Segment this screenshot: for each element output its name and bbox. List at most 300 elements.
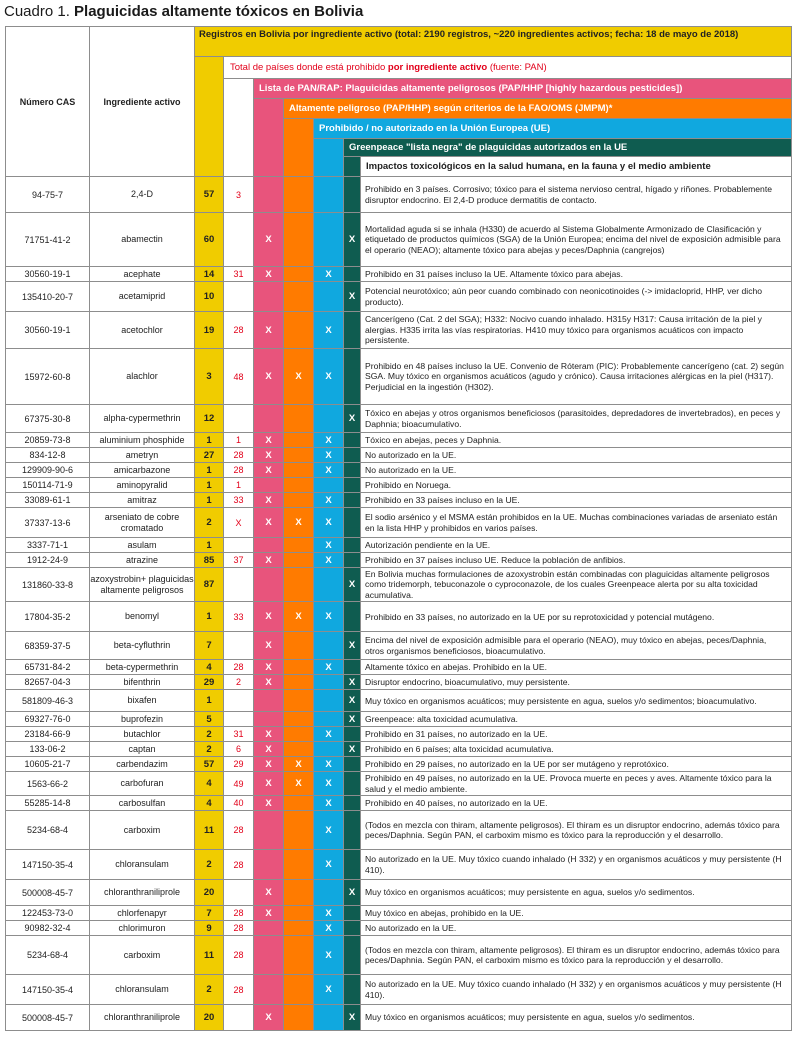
greenpeace-cell [344, 906, 361, 921]
ue-cell: X [314, 757, 344, 772]
greenpeace-cell [344, 811, 361, 850]
impact-cell: No autorizado en la UE. Muy tóxico cuando inhalado (H 332) y en organismos acuáticos y muy persistente (H 410). [361, 850, 792, 880]
table-row [6, 921, 792, 936]
impact-cell: (Todos en mezcla con thiram, altamente peligrosos). El thiram es un disruptor endocrino, además tóxico para peces/Daphnia. Según PAN, el carboxim mismo es tóxico para la reproducción y el desarrollo. [361, 936, 792, 975]
ingredient-cell: aminopyralid [90, 478, 195, 493]
greenpeace-cell [344, 936, 361, 975]
fao-oms-cell [284, 632, 314, 660]
ingredient-cell: beta-cypermethrin [90, 660, 195, 675]
ue-cell [314, 478, 344, 493]
cas-cell: 23184-66-9 [6, 727, 90, 742]
fao-oms-cell [284, 727, 314, 742]
cas-cell: 5234-68-4 [6, 936, 90, 975]
fao-oms-cell [284, 660, 314, 675]
total-paises-cell: 28 [224, 936, 254, 975]
ingredient-cell: chloranthraniliprole [90, 1005, 195, 1031]
cas-cell: 82657-04-3 [6, 675, 90, 690]
ingredient-cell: alachlor [90, 349, 195, 405]
total-paises-cell [224, 632, 254, 660]
cas-cell: 15972-60-8 [6, 349, 90, 405]
ingredient-cell: chlorfenapyr [90, 906, 195, 921]
cas-cell: 834-12-8 [6, 448, 90, 463]
ingredient-cell: carbofuran [90, 772, 195, 796]
fao-oms-cell [284, 177, 314, 213]
header-impactos: Impactos toxicológicos en la salud humana, en la fauna y el medio ambiente [361, 157, 792, 177]
ue-cell: X [314, 312, 344, 349]
ue-cell: X [314, 267, 344, 282]
impact-cell: Prohibido en 31 países incluso la UE. Altamente tóxico para abejas. [361, 267, 792, 282]
ue-cell [314, 690, 344, 712]
total-paises-cell: 28 [224, 463, 254, 478]
ingredient-cell: asulam [90, 538, 195, 553]
ue-cell [314, 742, 344, 757]
registros-cell: 60 [195, 213, 224, 267]
ue-cell: X [314, 811, 344, 850]
pan-hhp-cell [254, 811, 284, 850]
registros-cell: 57 [195, 757, 224, 772]
pan-hhp-cell: X [254, 796, 284, 811]
ue-cell: X [314, 660, 344, 675]
impact-cell: Potencial neurotóxico; aún peor cuando combinado con neonicotinoides (-> imidacloprid, HHP, ver dicho producto). [361, 282, 792, 312]
fao-oms-cell [284, 690, 314, 712]
pan-hhp-cell: X [254, 493, 284, 508]
registros-cell: 2 [195, 850, 224, 880]
pan-hhp-cell: X [254, 675, 284, 690]
pan-hhp-cell: X [254, 1005, 284, 1031]
cas-cell: 5234-68-4 [6, 811, 90, 850]
pan-hhp-cell: X [254, 508, 284, 538]
greenpeace-cell: X [344, 880, 361, 906]
fao-oms-cell [284, 448, 314, 463]
registros-cell: 2 [195, 508, 224, 538]
cas-cell: 17804-35-2 [6, 602, 90, 632]
greenpeace-cell [344, 660, 361, 675]
ue-cell [314, 213, 344, 267]
pan-hhp-cell: X [254, 880, 284, 906]
registros-cell: 1 [195, 478, 224, 493]
registros-cell: 1 [195, 463, 224, 478]
ingredient-cell: amicarbazone [90, 463, 195, 478]
greenpeace-cell: X [344, 405, 361, 433]
greenpeace-cell [344, 448, 361, 463]
table-row [6, 478, 792, 493]
header-ue-band [314, 139, 344, 177]
impact-cell: No autorizado en la UE. Muy tóxico cuando inhalado (H 332) y en organismos acuáticos y muy persistente (H 410). [361, 975, 792, 1005]
ue-cell [314, 177, 344, 213]
cas-cell: 55285-14-8 [6, 796, 90, 811]
pan-hhp-cell [254, 568, 284, 602]
greenpeace-cell: X [344, 712, 361, 727]
table-row [6, 936, 792, 975]
ingredient-cell: atrazine [90, 553, 195, 568]
ingredient-cell: chloransulam [90, 975, 195, 1005]
pan-hhp-cell [254, 405, 284, 433]
total-paises-cell [224, 282, 254, 312]
cas-cell: 147150-35-4 [6, 850, 90, 880]
fao-oms-cell [284, 267, 314, 282]
impact-cell: Prohibido en 40 países, no autorizado en la UE. [361, 796, 792, 811]
total-paises-cell: 28 [224, 448, 254, 463]
fao-oms-cell [284, 1005, 314, 1031]
fao-oms-cell: X [284, 772, 314, 796]
cas-cell: 37337-13-6 [6, 508, 90, 538]
impact-cell: No autorizado en la UE. [361, 448, 792, 463]
ingredient-cell: captan [90, 742, 195, 757]
fao-oms-cell [284, 405, 314, 433]
ingredient-cell: azoxystrobin+ plaguicidas altamente peligrosos [90, 568, 195, 602]
greenpeace-cell [344, 508, 361, 538]
pan-hhp-cell [254, 690, 284, 712]
registros-cell: 4 [195, 660, 224, 675]
impact-cell: Encima del nivel de exposición admisible para el operario (NEAO), muy tóxico en abejas, peces/Daphnia, otros organismos beneficiosos, bioacumulativo. [361, 632, 792, 660]
ue-cell [314, 1005, 344, 1031]
total-paises-cell: 2 [224, 675, 254, 690]
table-row [6, 660, 792, 675]
ue-cell [314, 712, 344, 727]
greenpeace-cell: X [344, 282, 361, 312]
ue-cell [314, 632, 344, 660]
header-numero-cas: Número CAS [6, 27, 90, 177]
impact-cell: Muy tóxico en abejas, prohibido en la UE. [361, 906, 792, 921]
pan-hhp-cell: X [254, 433, 284, 448]
fao-oms-cell [284, 712, 314, 727]
total-paises-cell: 1 [224, 433, 254, 448]
fao-oms-cell [284, 478, 314, 493]
fao-oms-cell [284, 796, 314, 811]
ue-cell: X [314, 448, 344, 463]
ue-cell: X [314, 508, 344, 538]
table-row [6, 675, 792, 690]
table-row [6, 448, 792, 463]
greenpeace-cell [344, 478, 361, 493]
table-row [6, 538, 792, 553]
header-pan-hhp: Lista de PAN/RAP: Plaguicidas altamente peligrosos (PAP/HHP [highly hazardous pesticides]) [254, 79, 792, 99]
impact-cell: Autorización pendiente en la UE. [361, 538, 792, 553]
ingredient-cell: bifenthrin [90, 675, 195, 690]
registros-cell: 1 [195, 538, 224, 553]
pan-hhp-cell [254, 921, 284, 936]
greenpeace-cell [344, 312, 361, 349]
pan-hhp-cell: X [254, 757, 284, 772]
greenpeace-cell: X [344, 213, 361, 267]
registros-cell: 2 [195, 727, 224, 742]
header-pan-band [254, 99, 284, 177]
cas-cell: 30560-19-1 [6, 312, 90, 349]
greenpeace-cell [344, 553, 361, 568]
table-row [6, 553, 792, 568]
greenpeace-cell [344, 727, 361, 742]
impact-cell: Prohibido en Noruega. [361, 478, 792, 493]
pan-hhp-cell: X [254, 213, 284, 267]
registros-cell: 20 [195, 880, 224, 906]
impact-cell: Tóxico en abejas, peces y Daphnia. [361, 433, 792, 448]
total-paises-cell [224, 405, 254, 433]
registros-cell: 19 [195, 312, 224, 349]
cas-cell: 20859-73-8 [6, 433, 90, 448]
table-row [6, 433, 792, 448]
registros-cell: 57 [195, 177, 224, 213]
total-paises-cell [224, 1005, 254, 1031]
registros-cell: 14 [195, 267, 224, 282]
pan-hhp-cell: X [254, 727, 284, 742]
table-row [6, 811, 792, 850]
total-paises-cell [224, 880, 254, 906]
cas-cell: 147150-35-4 [6, 975, 90, 1005]
cas-cell: 135410-20-7 [6, 282, 90, 312]
cas-cell: 500008-45-7 [6, 1005, 90, 1031]
table-row [6, 975, 792, 1005]
ingredient-cell: acephate [90, 267, 195, 282]
ue-cell: X [314, 906, 344, 921]
table-row [6, 267, 792, 282]
header-ingrediente: Ingrediente activo [90, 27, 195, 177]
caption-prefix: Cuadro 1. [4, 3, 70, 20]
header-fao-band [284, 119, 314, 177]
greenpeace-cell [344, 796, 361, 811]
greenpeace-cell: X [344, 690, 361, 712]
cas-cell: 1912-24-9 [6, 553, 90, 568]
cas-cell: 71751-41-2 [6, 213, 90, 267]
table-row [6, 757, 792, 772]
cas-cell: 68359-37-5 [6, 632, 90, 660]
fao-oms-cell [284, 553, 314, 568]
impact-cell: Prohibido en 33 países, no autorizado en la UE por su reprotoxicidad y potencial mutágeno. [361, 602, 792, 632]
total-paises-cell: 49 [224, 772, 254, 796]
table-body [6, 177, 792, 1031]
fao-oms-cell [284, 850, 314, 880]
greenpeace-cell [344, 772, 361, 796]
table-row [6, 1005, 792, 1031]
ue-cell: X [314, 936, 344, 975]
impact-cell: Greenpeace: alta toxicidad acumulativa. [361, 712, 792, 727]
total-paises-cell: 31 [224, 267, 254, 282]
header-greenpeace-band [344, 157, 361, 177]
ue-cell: X [314, 975, 344, 1005]
pan-hhp-cell: X [254, 448, 284, 463]
greenpeace-cell [344, 463, 361, 478]
impact-cell: Prohibido en 33 países incluso en la UE. [361, 493, 792, 508]
total-paises-cell [224, 568, 254, 602]
pan-hhp-cell: X [254, 553, 284, 568]
header-total-paises-band [224, 79, 254, 177]
table-row [6, 850, 792, 880]
fao-oms-cell [284, 975, 314, 1005]
greenpeace-cell [344, 538, 361, 553]
total-paises-cell [224, 690, 254, 712]
impact-cell: Muy tóxico en organismos acuáticos; muy persistente en agua, suelos y/o sedimentos. [361, 1005, 792, 1031]
pan-hhp-cell: X [254, 602, 284, 632]
table-row [6, 712, 792, 727]
impact-cell: Cancerígeno (Cat. 2 del SGA); H332: Nocivo cuando inhalado. H315y H317: Causa irritación de la piel y alergias. H335 irrita las vías respiratorias. H410 muy tóxico para organismos acuáticos con impacto persistente. [361, 312, 792, 349]
ingredient-cell: arseniato de cobre cromatado [90, 508, 195, 538]
registros-cell: 2 [195, 742, 224, 757]
cas-cell: 90982-32-4 [6, 921, 90, 936]
ue-cell: X [314, 538, 344, 553]
registros-cell: 20 [195, 1005, 224, 1031]
fao-oms-cell [284, 312, 314, 349]
pan-hhp-cell: X [254, 349, 284, 405]
pan-hhp-cell [254, 538, 284, 553]
impact-cell: Altamente tóxico en abejas. Prohibido en la UE. [361, 660, 792, 675]
table-row [6, 568, 792, 602]
ingredient-cell: aluminium phosphide [90, 433, 195, 448]
cas-cell: 131860-33-8 [6, 568, 90, 602]
table-row [6, 282, 792, 312]
ingredient-cell: benomyl [90, 602, 195, 632]
total-paises-cell: 33 [224, 493, 254, 508]
impact-cell: Mortalidad aguda si se inhala (H330) de acuerdo al Sistema Globalmente Armonizado de Clasificación y etiquetado de productos químicos (SGA) de la Unión Europea; encima del nivel de exposición admisible para el operario (NEAO); altamente tóxico para abejas y peces/Daphnia (cangrejos) [361, 213, 792, 267]
greenpeace-cell [344, 921, 361, 936]
registros-cell: 4 [195, 772, 224, 796]
ue-cell [314, 405, 344, 433]
registros-cell: 10 [195, 282, 224, 312]
ingredient-cell: bixafen [90, 690, 195, 712]
ingredient-cell: chloransulam [90, 850, 195, 880]
ingredient-cell: 2,4-D [90, 177, 195, 213]
pan-hhp-cell [254, 282, 284, 312]
ingredient-cell: carboxim [90, 936, 195, 975]
registros-cell: 1 [195, 602, 224, 632]
total-paises-cell: 28 [224, 975, 254, 1005]
fao-oms-cell [284, 568, 314, 602]
ue-cell [314, 282, 344, 312]
fao-oms-cell [284, 463, 314, 478]
impact-cell: Prohibido en 29 países, no autorizado en la UE por ser mutágeno y reprotóxico. [361, 757, 792, 772]
total-paises-cell: 40 [224, 796, 254, 811]
fao-oms-cell: X [284, 757, 314, 772]
total-paises-cell [224, 213, 254, 267]
total-paises-cell: X [224, 508, 254, 538]
impact-cell: Prohibido en 6 países; alta toxicidad acumulativa. [361, 742, 792, 757]
ingredient-cell: carbendazim [90, 757, 195, 772]
cas-cell: 581809-46-3 [6, 690, 90, 712]
table-row [6, 177, 792, 213]
greenpeace-cell [344, 433, 361, 448]
total-paises-cell: 28 [224, 811, 254, 850]
pesticide-table [5, 26, 792, 1031]
table-row [6, 690, 792, 712]
ingredient-cell: chlorimuron [90, 921, 195, 936]
impact-cell: (Todos en mezcla con thiram, altamente peligrosos). El thiram es un disruptor endocrino, además tóxico para peces/Daphnia. Según PAN, el carboxim mismo es tóxico para la reproducción y el desarrollo. [361, 811, 792, 850]
total-paises-cell: 28 [224, 850, 254, 880]
pan-hhp-cell: X [254, 906, 284, 921]
registros-cell: 11 [195, 936, 224, 975]
pan-hhp-cell: X [254, 772, 284, 796]
impact-cell: Prohibido en 3 países. Corrosivo; tóxico para el sistema nervioso central, hígado y riñones. Probablemente disruptor endocrino. El 2,4-D produce dermatitis de contacto. [361, 177, 792, 213]
ingredient-cell: carbosulfan [90, 796, 195, 811]
table-row [6, 602, 792, 632]
ingredient-cell: butachlor [90, 727, 195, 742]
impact-cell: El sodio arsénico y el MSMA están prohibidos en la UE. Muchas combinaciones variadas de arseniato están en la lista HHP y prohibidos en varios países. [361, 508, 792, 538]
impact-cell: Muy tóxico en organismos acuáticos; muy persistente en agua, suelos y/o sedimentos; bioacumulativo. [361, 690, 792, 712]
table-row [6, 742, 792, 757]
ingredient-cell: amitraz [90, 493, 195, 508]
cas-cell: 33089-61-1 [6, 493, 90, 508]
header-registros: Registros en Bolivia por ingrediente activo (total: 2190 registros, ~220 ingredientes activos; fecha: 18 de mayo de 2018) [195, 27, 792, 57]
table-header [6, 27, 792, 177]
registros-cell: 12 [195, 405, 224, 433]
total-paises-cell: 6 [224, 742, 254, 757]
ue-cell: X [314, 727, 344, 742]
greenpeace-cell: X [344, 1005, 361, 1031]
impact-cell: Tóxico en abejas y otros organismos beneficiosos (parasitoides, depredadores de invertebrados), en peces y Daphnia; bioacumulativo. [361, 405, 792, 433]
cas-cell: 500008-45-7 [6, 880, 90, 906]
greenpeace-cell [344, 349, 361, 405]
pan-hhp-cell [254, 712, 284, 727]
impact-cell: No autorizado en la UE. [361, 463, 792, 478]
registros-cell: 29 [195, 675, 224, 690]
pan-hhp-cell: X [254, 267, 284, 282]
ue-cell [314, 880, 344, 906]
table-row [6, 213, 792, 267]
registros-cell: 7 [195, 906, 224, 921]
fao-oms-cell [284, 493, 314, 508]
pan-hhp-cell: X [254, 463, 284, 478]
total-paises-cell: 31 [224, 727, 254, 742]
fao-oms-cell [284, 742, 314, 757]
fao-oms-cell [284, 880, 314, 906]
header-ue: Prohibido / no autorizado en la Unión Europea (UE) [314, 119, 792, 139]
header-fao-oms: Altamente peligroso (PAP/HHP) según criterios de la FAO/OMS (JMPM)* [284, 99, 792, 119]
fao-oms-cell [284, 811, 314, 850]
cas-cell: 30560-19-1 [6, 267, 90, 282]
cas-cell: 122453-73-0 [6, 906, 90, 921]
total-paises-cell: 28 [224, 906, 254, 921]
fao-oms-cell [284, 538, 314, 553]
registros-cell: 4 [195, 796, 224, 811]
registros-cell: 87 [195, 568, 224, 602]
greenpeace-cell: X [344, 742, 361, 757]
ingredient-cell: buprofezin [90, 712, 195, 727]
pan-hhp-cell [254, 177, 284, 213]
fao-oms-cell [284, 282, 314, 312]
pan-hhp-cell: X [254, 660, 284, 675]
ue-cell: X [314, 463, 344, 478]
registros-cell: 2 [195, 975, 224, 1005]
impact-cell: En Bolivia muchas formulaciones de azoxystrobin están combinadas con plaguicidas altamente peligrosos como tridemorph, tebuconazole o cyproconazole, de los cuales Greenpeace alerta por su alta toxicidad acumulativa. [361, 568, 792, 602]
ue-cell: X [314, 850, 344, 880]
ue-cell: X [314, 493, 344, 508]
cas-cell: 133-06-2 [6, 742, 90, 757]
cas-cell: 69327-76-0 [6, 712, 90, 727]
table-row [6, 312, 792, 349]
ue-cell [314, 568, 344, 602]
table-row [6, 349, 792, 405]
table-row [6, 796, 792, 811]
greenpeace-cell [344, 493, 361, 508]
greenpeace-cell [344, 975, 361, 1005]
greenpeace-cell [344, 850, 361, 880]
table-row [6, 880, 792, 906]
registros-cell: 3 [195, 349, 224, 405]
cas-cell: 1563-66-2 [6, 772, 90, 796]
total-paises-cell: 48 [224, 349, 254, 405]
table-row [6, 463, 792, 478]
registros-cell: 1 [195, 433, 224, 448]
cas-cell: 150114-71-9 [6, 478, 90, 493]
greenpeace-cell: X [344, 568, 361, 602]
greenpeace-cell [344, 757, 361, 772]
total-paises-cell: 28 [224, 921, 254, 936]
impact-cell: No autorizado en la UE. [361, 921, 792, 936]
registros-cell: 1 [195, 493, 224, 508]
impact-cell: Prohibido en 48 países incluso la UE. Convenio de Róteram (PIC): Probablemente cancerígeno (cat. 2) según SGA. Muy tóxico en organismos acuáticos (agudo y crónico). Causa irritaciones alérgicas en la piel (H317). Perjudicial en la ingestión (H302). [361, 349, 792, 405]
total-paises-cell: 3 [224, 177, 254, 213]
ue-cell: X [314, 433, 344, 448]
total-paises-cell: 28 [224, 312, 254, 349]
pan-hhp-cell [254, 936, 284, 975]
pan-hhp-cell: X [254, 632, 284, 660]
